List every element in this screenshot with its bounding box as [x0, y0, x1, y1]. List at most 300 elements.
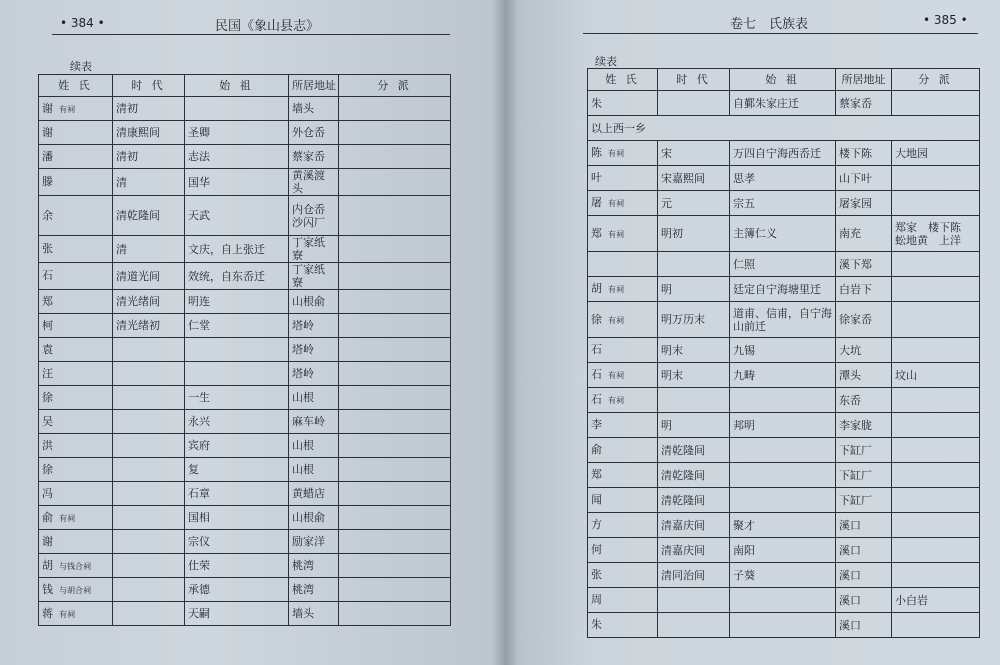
branch-cell: 郑家 楼下陈 蚣地黄 上洋: [892, 216, 980, 252]
ancestor-cell: 道甫、信甫，自宁海山前迁: [730, 302, 836, 338]
branch-cell: [892, 191, 980, 216]
surname-cell: [39, 145, 113, 169]
ancestor-cell: [730, 588, 836, 613]
era-cell: 清嘉庆间: [658, 538, 730, 563]
right-table-header: [588, 69, 980, 91]
address-cell: 白岩下: [836, 277, 892, 302]
surname-cell: [588, 388, 658, 413]
branch-cell: [339, 602, 451, 626]
address-cell: 下缸厂: [836, 488, 892, 513]
surname: 谢: [42, 534, 53, 548]
branch-cell: [892, 338, 980, 363]
branch-cell: [892, 252, 980, 277]
surname: 何: [591, 543, 602, 556]
table-row: [588, 588, 980, 613]
address-cell: 徐家岙: [836, 302, 892, 338]
surname: 方: [591, 518, 602, 531]
ancestor-cell: [730, 388, 836, 413]
era-cell: [113, 602, 185, 626]
surname-cell: [588, 363, 658, 388]
address-cell: 潭头: [836, 363, 892, 388]
address-cell: 麻车岭: [289, 410, 339, 434]
surname: 袁: [42, 342, 53, 356]
era-cell: 清嘉庆间: [658, 513, 730, 538]
era-cell: 清光绪初: [113, 314, 185, 338]
address-cell: 屠家园: [836, 191, 892, 216]
section-row: [588, 116, 980, 141]
col-surname-header: 姓 氏: [588, 69, 658, 91]
table-row: [39, 97, 451, 121]
address-cell: 大坑: [836, 338, 892, 363]
surname: 钱: [42, 582, 53, 596]
surname: 汪: [42, 366, 53, 380]
ancestor-cell: 志法: [185, 145, 289, 169]
branch-cell: 大地园: [892, 141, 980, 166]
table-row: [588, 463, 980, 488]
surname: 石: [591, 343, 602, 356]
table-row: [39, 236, 451, 263]
branch-cell: [339, 169, 451, 196]
branch-cell: [339, 482, 451, 506]
surname: 谢: [42, 101, 53, 115]
surname-cell: [39, 169, 113, 196]
surname-cell: [588, 166, 658, 191]
branch-cell: [339, 121, 451, 145]
ancestor-cell: 南阳: [730, 538, 836, 563]
address-cell: 励家洋: [289, 530, 339, 554]
address-cell: 下缸厂: [836, 438, 892, 463]
table-row: [39, 145, 451, 169]
address-cell: 丁家纸寮: [289, 236, 339, 263]
right-clan-table: [587, 68, 980, 638]
ancestor-cell: 万四自宁海西岙迁: [730, 141, 836, 166]
branch-cell: [892, 538, 980, 563]
table-row: [39, 196, 451, 236]
branch-cell: [892, 513, 980, 538]
surname: 徐: [42, 390, 53, 404]
ancestor-cell: 宗仪: [185, 530, 289, 554]
table-row: [39, 169, 451, 196]
ancestor-cell: 仁照: [730, 252, 836, 277]
address-cell: 墙头: [289, 602, 339, 626]
shrine-note: 有祠: [59, 609, 75, 619]
era-cell: 明万历末: [658, 302, 730, 338]
address-cell: 黄溪渡头: [289, 169, 339, 196]
address-cell: 丁家纸寮: [289, 263, 339, 290]
col-branch-header: 分 派: [339, 75, 451, 97]
era-cell: 元: [658, 191, 730, 216]
col-branch-header: 分 派: [892, 69, 980, 91]
table-row: [588, 277, 980, 302]
address-cell: 内仓岙 沙闪厂: [289, 196, 339, 236]
address-cell: 山根: [289, 386, 339, 410]
address-cell: 塔岭: [289, 362, 339, 386]
surname: 叶: [591, 171, 602, 184]
ancestor-cell: [185, 362, 289, 386]
table-row: [588, 141, 980, 166]
address-cell: 南充: [836, 216, 892, 252]
surname-cell: [39, 506, 113, 530]
branch-cell: [339, 314, 451, 338]
surname: 周: [591, 593, 602, 606]
ancestor-cell: 仁堂: [185, 314, 289, 338]
era-cell: [658, 613, 730, 638]
surname: 张: [591, 568, 602, 581]
branch-cell: [892, 563, 980, 588]
era-cell: [658, 91, 730, 116]
address-cell: 山根: [289, 434, 339, 458]
era-cell: [113, 362, 185, 386]
branch-cell: [892, 166, 980, 191]
branch-cell: [339, 410, 451, 434]
surname-cell: [39, 458, 113, 482]
table-row: [39, 530, 451, 554]
surname: 蒋: [42, 606, 53, 620]
branch-cell: [892, 302, 980, 338]
ancestor-cell: 宾府: [185, 434, 289, 458]
table-row: [588, 488, 980, 513]
ancestor-cell: [185, 338, 289, 362]
shrine-note: 有祠: [608, 199, 624, 208]
address-cell: 墙头: [289, 97, 339, 121]
surname-cell: [39, 362, 113, 386]
ancestor-cell: 九锡: [730, 338, 836, 363]
branch-cell: [339, 362, 451, 386]
era-cell: 宋嘉熙间: [658, 166, 730, 191]
ancestor-cell: 思孝: [730, 166, 836, 191]
surname: 石: [42, 269, 53, 282]
col-ancestor-header: 始 祖: [730, 69, 836, 91]
era-cell: 清光绪间: [113, 290, 185, 314]
surname: 李: [591, 418, 602, 431]
ancestor-cell: 圣卿: [185, 121, 289, 145]
surname: 朱: [591, 96, 602, 110]
era-cell: 清乾隆间: [658, 488, 730, 513]
branch-cell: [339, 506, 451, 530]
table-row: [39, 121, 451, 145]
table-row: [588, 216, 980, 252]
ancestor-cell: 子葵: [730, 563, 836, 588]
branch-cell: [339, 458, 451, 482]
address-cell: 溪口: [836, 513, 892, 538]
surname-cell: [39, 263, 113, 290]
era-cell: 清初: [113, 145, 185, 169]
branch-cell: [339, 196, 451, 236]
era-cell: 清: [113, 169, 185, 196]
table-row: [39, 338, 451, 362]
era-cell: [658, 388, 730, 413]
col-ancestor-header: 始 祖: [185, 75, 289, 97]
table-row: [39, 410, 451, 434]
ancestor-cell: [730, 613, 836, 638]
table-row: [39, 602, 451, 626]
surname: 石: [591, 368, 602, 381]
address-cell: 溪口: [836, 538, 892, 563]
surname-cell: [39, 434, 113, 458]
table-row: [588, 363, 980, 388]
surname-cell: [39, 236, 113, 263]
branch-cell: [339, 578, 451, 602]
surname: 胡: [591, 282, 602, 295]
surname-cell: [588, 438, 658, 463]
address-cell: 溪下郑: [836, 252, 892, 277]
era-cell: [113, 578, 185, 602]
branch-cell: [339, 145, 451, 169]
era-cell: [113, 434, 185, 458]
surname: 胡: [42, 558, 53, 572]
right-page-number: • 385 •: [923, 13, 968, 27]
surname: 柯: [42, 318, 53, 332]
era-cell: [658, 588, 730, 613]
surname: 朱: [591, 618, 602, 631]
ancestor-cell: 天嗣: [185, 602, 289, 626]
surname-cell: [39, 97, 113, 121]
surname-cell: [588, 338, 658, 363]
ancestor-cell: 效统，自东岙迁: [185, 263, 289, 290]
surname-cell: [588, 588, 658, 613]
right-header-rule: [583, 33, 978, 34]
era-cell: 明: [658, 413, 730, 438]
shrine-note: 有祠: [608, 315, 624, 325]
surname: 郑: [42, 294, 53, 308]
surname-cell: [588, 563, 658, 588]
address-cell: 李家胧: [836, 413, 892, 438]
left-continued-label: 续表: [70, 60, 92, 73]
surname: 石: [591, 393, 602, 406]
era-cell: 清乾隆间: [658, 463, 730, 488]
surname-cell: [39, 530, 113, 554]
branch-cell: [339, 530, 451, 554]
address-cell: 黄蜡店: [289, 482, 339, 506]
ancestor-cell: 天武: [185, 196, 289, 236]
ancestor-cell: [730, 438, 836, 463]
ancestor-cell: 明连: [185, 290, 289, 314]
table-row: [588, 538, 980, 563]
table-row: [39, 434, 451, 458]
surname-cell: [588, 463, 658, 488]
era-cell: 明末: [658, 363, 730, 388]
era-cell: 清初: [113, 97, 185, 121]
right-running-title: 卷七 氏族表: [730, 17, 809, 32]
branch-cell: [892, 613, 980, 638]
era-cell: [113, 506, 185, 530]
branch-cell: [339, 97, 451, 121]
table-row: [588, 513, 980, 538]
book-gutter-shadow: [492, 0, 518, 665]
era-cell: [113, 530, 185, 554]
table-row: [39, 386, 451, 410]
ancestor-cell: 自鄞朱家庄迁: [730, 91, 836, 116]
era-cell: 清道光间: [113, 263, 185, 290]
table-row: [39, 482, 451, 506]
table-row: [588, 302, 980, 338]
ancestor-cell: 国相: [185, 506, 289, 530]
address-cell: 下缸厂: [836, 463, 892, 488]
era-cell: [113, 554, 185, 578]
table-row: [39, 263, 451, 290]
shrine-note: 有祠: [608, 285, 624, 294]
era-cell: 清乾隆间: [658, 438, 730, 463]
shrine-note: 有祠: [59, 513, 75, 523]
ancestor-cell: 承德: [185, 578, 289, 602]
table-row: [588, 388, 980, 413]
surname-cell: [588, 91, 658, 116]
address-cell: 溪口: [836, 588, 892, 613]
ancestor-cell: 九畴: [730, 363, 836, 388]
address-cell: 外仓岙: [289, 121, 339, 145]
branch-cell: [892, 463, 980, 488]
branch-cell: [339, 338, 451, 362]
address-cell: 东岙: [836, 388, 892, 413]
ancestor-cell: 邦明: [730, 413, 836, 438]
table-row: [588, 191, 980, 216]
address-cell: 楼下陈: [836, 141, 892, 166]
shrine-note: 有祠: [608, 149, 624, 158]
era-cell: 明末: [658, 338, 730, 363]
surname: 余: [42, 208, 53, 222]
table-row: [39, 554, 451, 578]
address-cell: 山根: [289, 458, 339, 482]
surname: 陈: [591, 146, 602, 159]
era-cell: 明: [658, 277, 730, 302]
table-row: [588, 338, 980, 363]
surname-cell: [39, 602, 113, 626]
branch-cell: [892, 438, 980, 463]
col-address-header: 所居地址: [836, 69, 892, 91]
era-cell: 清同治间: [658, 563, 730, 588]
surname-cell: [588, 613, 658, 638]
table-row: [588, 438, 980, 463]
branch-cell: [892, 413, 980, 438]
surname: 徐: [42, 462, 53, 476]
section-label: 以上西一乡: [588, 116, 980, 141]
table-row: [39, 362, 451, 386]
era-cell: 清乾隆间: [113, 196, 185, 236]
ancestor-cell: [730, 488, 836, 513]
surname: 潘: [42, 149, 53, 163]
table-row: [588, 563, 980, 588]
surname-cell: [588, 413, 658, 438]
shrine-note: 有祠: [59, 104, 75, 114]
address-cell: 桃湾: [289, 578, 339, 602]
ancestor-cell: 复: [185, 458, 289, 482]
era-cell: [113, 338, 185, 362]
era-cell: [658, 252, 730, 277]
surname-cell: [39, 314, 113, 338]
right-continued-label: 续表: [595, 55, 617, 68]
branch-cell: [339, 554, 451, 578]
table-row: [588, 413, 980, 438]
table-row: [39, 458, 451, 482]
surname-cell: [39, 482, 113, 506]
branch-cell: [892, 488, 980, 513]
left-page-number: • 384 •: [60, 16, 105, 30]
surname-cell: [588, 141, 658, 166]
surname: 吴: [42, 414, 53, 428]
surname: 俞: [42, 510, 53, 524]
ancestor-cell: [730, 463, 836, 488]
address-cell: 山下叶: [836, 166, 892, 191]
ancestor-cell: 廷定自宁海塘里迁: [730, 277, 836, 302]
shrine-note: 有祠: [608, 396, 624, 405]
surname-cell: [588, 513, 658, 538]
surname-cell: [588, 488, 658, 513]
surname-cell: [588, 302, 658, 338]
surname-cell: [588, 252, 658, 277]
surname-cell: [588, 538, 658, 563]
era-cell: [113, 386, 185, 410]
shrine-note: 有祠: [608, 371, 624, 380]
surname-cell: [39, 410, 113, 434]
table-row: [39, 290, 451, 314]
branch-cell: [892, 91, 980, 116]
branch-cell: 小白岩: [892, 588, 980, 613]
table-row: [39, 506, 451, 530]
col-surname-header: 姓 氏: [39, 75, 113, 97]
branch-cell: [339, 263, 451, 290]
left-table-header: [39, 75, 451, 97]
era-cell: 清康熙间: [113, 121, 185, 145]
surname-cell: [39, 290, 113, 314]
surname: 滕: [42, 175, 53, 188]
ancestor-cell: [185, 97, 289, 121]
shrine-note: 与胡合祠: [59, 585, 91, 595]
surname-cell: [39, 196, 113, 236]
surname: 闻: [591, 493, 602, 506]
surname: 冯: [42, 486, 53, 500]
table-row: [39, 314, 451, 338]
ancestor-cell: 一生: [185, 386, 289, 410]
col-era-header: 时 代: [658, 69, 730, 91]
era-cell: 清: [113, 236, 185, 263]
branch-cell: [339, 290, 451, 314]
branch-cell: [339, 236, 451, 263]
ancestor-cell: 文庆，自上张迁: [185, 236, 289, 263]
ancestor-cell: 主簿仁义: [730, 216, 836, 252]
address-cell: 溪口: [836, 563, 892, 588]
address-cell: 山根俞: [289, 506, 339, 530]
era-cell: 明初: [658, 216, 730, 252]
address-cell: 桃湾: [289, 554, 339, 578]
address-cell: 塔岭: [289, 314, 339, 338]
table-row: [39, 578, 451, 602]
surname: 徐: [591, 312, 602, 326]
surname: 俞: [591, 443, 602, 456]
table-row: [588, 252, 980, 277]
left-clan-table: [38, 74, 451, 626]
col-address-header: 所居地址: [289, 75, 339, 97]
surname: 屠: [591, 196, 602, 209]
address-cell: 蔡家岙: [836, 91, 892, 116]
surname-cell: [39, 578, 113, 602]
branch-cell: [339, 386, 451, 410]
surname-cell: [39, 554, 113, 578]
address-cell: 蔡家岙: [289, 145, 339, 169]
surname-cell: [39, 121, 113, 145]
surname-cell: [588, 216, 658, 252]
ancestor-cell: 国华: [185, 169, 289, 196]
ancestor-cell: 石章: [185, 482, 289, 506]
surname: 郑: [591, 226, 602, 240]
surname: 郑: [591, 468, 602, 481]
table-row: [588, 613, 980, 638]
ancestor-cell: 聚才: [730, 513, 836, 538]
ancestor-cell: 宗五: [730, 191, 836, 216]
shrine-note: 有祠: [608, 229, 624, 239]
surname-cell: [588, 277, 658, 302]
surname: 谢: [42, 125, 53, 139]
address-cell: 山根俞: [289, 290, 339, 314]
